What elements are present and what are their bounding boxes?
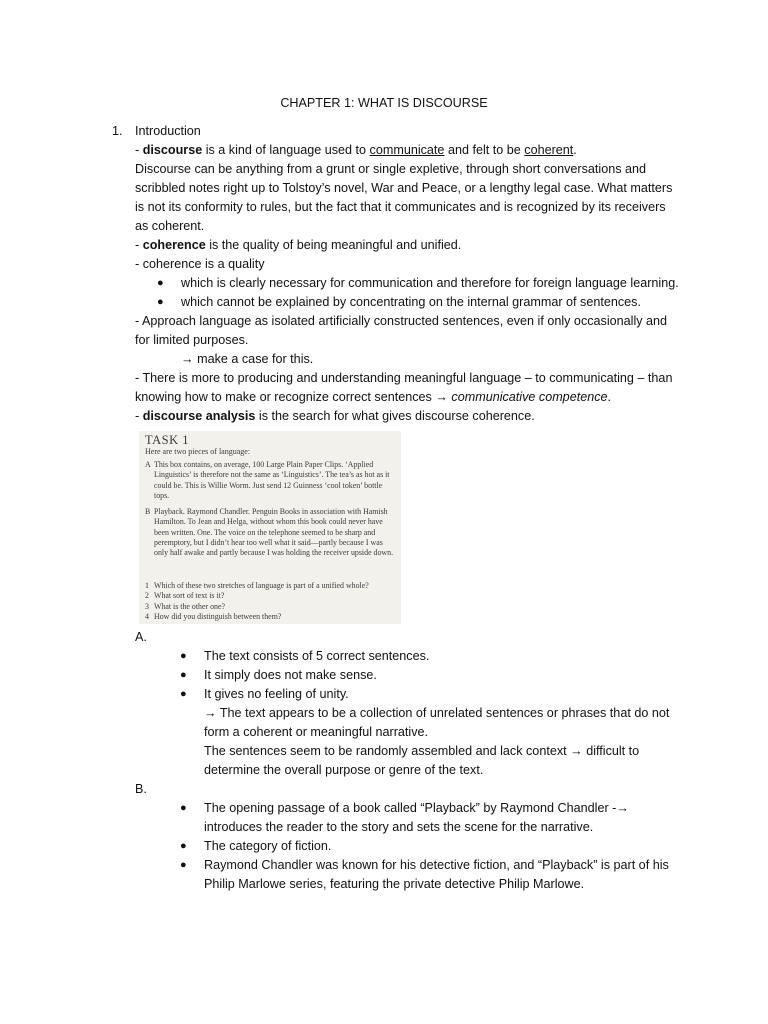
text: is a kind of language used to	[202, 143, 370, 157]
coherence-definition	[135, 236, 680, 255]
list-item	[135, 856, 680, 894]
question-number: 1	[145, 581, 149, 590]
term-communicate: communicate	[369, 143, 445, 157]
question-number: 3	[145, 601, 149, 611]
question-item	[145, 602, 369, 612]
case-line: → make a case for this.	[181, 352, 314, 366]
list-item	[135, 799, 680, 837]
text: - There is more to producing and understanding meaningful language – to communicating – than knowing how to make or recognize correct sentences →	[135, 371, 673, 404]
document-body	[112, 122, 680, 894]
passage-text: This box contains, on average, 100 Large Plain Paper Clips. ‘Applied Linguistics’ is therefore not the same as ‘Linguistics’. The tea’s as hot as it could be. This is Willie Worm. Just send 12 Guinness ‘cool token’ bottle tops.	[154, 460, 390, 500]
passage-label: A	[145, 460, 151, 469]
task-questions	[145, 581, 369, 622]
bullet-icon: ●	[180, 650, 187, 662]
passage-label: B	[145, 507, 151, 516]
dash: -	[135, 409, 143, 423]
term-discourse: discourse	[142, 143, 203, 157]
answer-a-label: A.	[135, 630, 147, 644]
discourse-definition	[135, 141, 680, 160]
task-passage-a	[145, 460, 397, 501]
task-passage-b	[145, 507, 397, 558]
text: .	[573, 143, 577, 157]
text: .	[607, 390, 611, 404]
question-item	[145, 581, 369, 591]
list-item	[135, 647, 680, 666]
passage-text: Playback. Raymond Chandler. Penguin Books in association with Hamish Hamilton. To Jean and Helga, without whom this book could never have been written. One. The voice on the telephone seemed to be sharp and peremptory, but I didn’t hear too well what it said—partly because I was only half awake and partly because I was holding the receiver upside down.	[154, 507, 394, 558]
list-item	[135, 274, 680, 293]
text: is the search for what gives discourse coherence.	[255, 409, 535, 423]
page-title: CHAPTER 1: WHAT IS DISCOURSE	[280, 96, 488, 110]
text: and felt to be	[444, 143, 525, 157]
competence-paragraph	[135, 369, 680, 407]
list-item-text: which is clearly necessary for communication and therefore for foreign language learning.	[181, 276, 679, 290]
bullet-icon: ●	[180, 802, 187, 814]
question-item	[145, 591, 369, 601]
question-text: What is the other one?	[154, 601, 225, 611]
list-item-text: It gives no feeling of unity.	[204, 687, 349, 701]
answer-a-extra: The sentences seem to be randomly assembled and lack context → difficult to determine the overall purpose or genre of the text.	[204, 744, 640, 777]
list-item	[135, 293, 680, 312]
dash: -	[135, 143, 143, 157]
list-item-text: It simply does not make sense.	[204, 668, 377, 682]
text: is the quality of being meaningful and unified.	[205, 238, 462, 252]
task-intro: Here are two pieces of language:	[145, 447, 251, 456]
question-text: How did you distinguish between them?	[154, 611, 282, 621]
list-item-text: The text consists of 5 correct sentences.	[204, 649, 430, 663]
question-text: What sort of text is it?	[154, 591, 225, 601]
list-item-text: which cannot be explained by concentrating on the internal grammar of sentences.	[181, 295, 641, 309]
question-text: Which of these two stretches of language is part of a unified whole?	[154, 581, 369, 590]
bullet-icon: ●	[180, 840, 187, 852]
coherence-quality: - coherence is a quality	[135, 257, 265, 271]
list-item	[135, 685, 680, 704]
bullet-icon: ●	[180, 859, 187, 871]
list-item	[135, 837, 680, 856]
dash: -	[135, 238, 143, 252]
bullet-icon: ●	[157, 296, 164, 308]
task-1-image	[139, 431, 401, 624]
term-communicative-competence: communicative competence	[451, 390, 608, 404]
section-title: Introduction	[135, 124, 201, 138]
question-item	[145, 612, 369, 622]
task-title: TASK 1	[145, 433, 190, 447]
discourse-analysis-definition	[135, 407, 680, 426]
bullet-icon: ●	[180, 688, 187, 700]
term-discourse-analysis: discourse analysis	[142, 409, 256, 423]
list-item-text: The category of fiction.	[204, 839, 332, 853]
answer-a-arrow: → The text appears to be a collection of unrelated sentences or phrases that do not form a coherent or meaningful narrative.	[204, 706, 670, 739]
discourse-paragraph: Discourse can be anything from a grunt or single expletive, through short conversations and scribbled notes right up to Tolstoy’s novel, War and Peace, or a lengthy legal case. What matters is not its conformity to rules, but the fact that it communicates and is recognized by its receivers as coherent.	[135, 162, 673, 233]
bullet-icon: ●	[180, 669, 187, 681]
bullet-icon: ●	[157, 277, 164, 289]
list-item	[135, 666, 680, 685]
question-number: 2	[145, 591, 149, 601]
term-coherent: coherent	[524, 143, 574, 157]
question-number: 4	[145, 611, 149, 621]
approach-paragraph: - Approach language as isolated artificially constructed sentences, even if only occasionally and for limited purposes.	[135, 314, 668, 347]
list-item-text: Raymond Chandler was known for his detective fiction, and “Playback” is part of his Philip Marlowe series, featuring the private detective Philip Marlowe.	[204, 858, 669, 891]
section-number: 1.	[112, 124, 123, 138]
list-item-text: The opening passage of a book called “Playback” by Raymond Chandler -→ introduces the reader to the story and sets the scene for the narrative.	[204, 801, 629, 834]
term-coherence: coherence	[142, 238, 206, 252]
answer-b-label: B.	[135, 782, 147, 796]
section-heading	[112, 122, 680, 141]
